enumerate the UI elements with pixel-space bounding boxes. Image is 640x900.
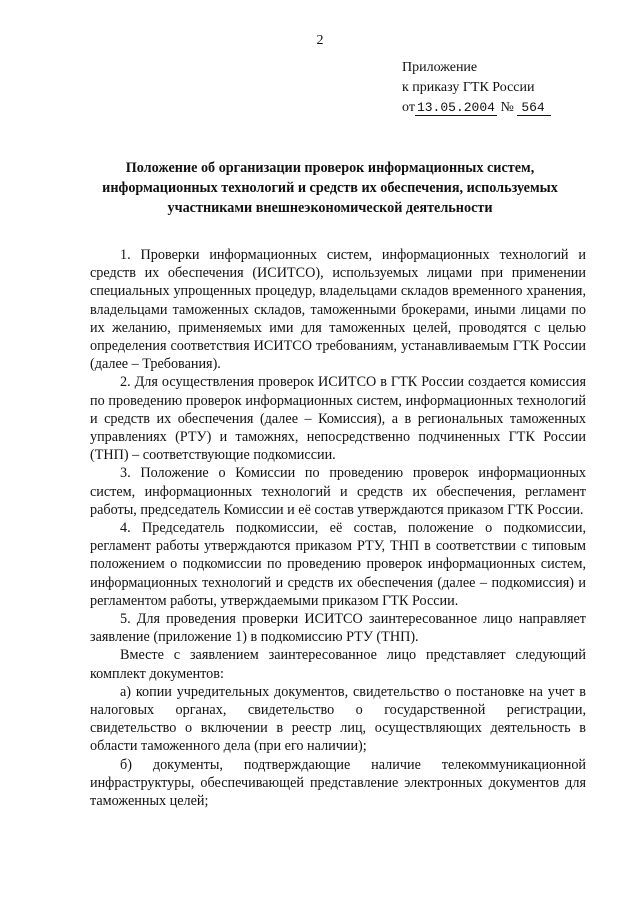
paragraph-1: 1. Проверки информационных систем, информационных технологий и средств их обеспечения (ИСИТСО), используемых лицами при применении специальных упрощенных процедур, владельцами складов временного хранения, владельцами таможенных складов, таможенными брокерами, иными лицами по их желанию, применяемых ими для таможенных целей, проводятся с целью определения соответствия ИСИТСО требованиям, устанавливаемым ГТК России (далее – Требования). bbox=[90, 247, 586, 373]
title-line-1: Положение об организации проверок информационных систем, bbox=[125, 160, 535, 176]
paragraph-2: 2. Для осуществления проверок ИСИТСО в ГТК России создается комиссия по проведению проверок информационных систем, информационных технологий и средств их обеспечения (далее – Комиссия), а в региональных таможенных управлениях (РТУ) и таможнях, непосредственно подчиненных ГТК России (ТНП) – соответствующие подкомиссии. bbox=[90, 374, 586, 464]
paragraph-4: 4. Председатель подкомиссии, её состав, положение о подкомиссии, регламент работы утверждаются приказом РТУ, ТНП в соответствии с типовым положением о подкомиссии по проведению проверок информационных систем, информационных технологий и средств их обеспечения (далее – подкомиссия) и регламентом работы, утверждаемыми приказом ГТК России. bbox=[90, 520, 586, 609]
date-prefix: от bbox=[402, 100, 415, 115]
number-label: № bbox=[500, 100, 514, 115]
appendix-block bbox=[402, 58, 551, 118]
number-value: 564 bbox=[517, 100, 550, 116]
appendix-order-ref: к приказу ГТК России bbox=[402, 80, 535, 95]
date-value: 13.05.2004 bbox=[416, 100, 495, 115]
document-body bbox=[90, 246, 586, 810]
paragraph-documents-intro: Вместе с заявлением заинтересованное лицо представляет следующий комплект документов: bbox=[90, 647, 586, 682]
paragraph-item-a: а) копии учредительных документов, свидетельство о постановке на учет в налоговых органах, свидетельство о государственной регистрации, свидетельство о включении в реестр лиц, осуществляющих деятельность в области таможенного дела (при его наличии); bbox=[90, 683, 586, 755]
title-line-3: участниками внешнеэкономической деятельности bbox=[167, 200, 493, 216]
paragraph-item-b: б) документы, подтверждающие наличие телекоммуникационной инфраструктуры, обеспечивающей представление электронных документов для таможенных целей; bbox=[90, 756, 586, 810]
document-title bbox=[90, 158, 570, 218]
paragraph-3: 3. Положение о Комиссии по проведению проверок информационных систем, информационных технологий и средств их обеспечения, регламент работы, председатель Комиссии и её состав утверждаются приказом ГТК России. bbox=[90, 465, 586, 518]
appendix-title: Приложение bbox=[402, 60, 478, 75]
appendix-date-line bbox=[402, 98, 551, 118]
paragraph-5: 5. Для проведения проверки ИСИТСО заинтересованное лицо направляет заявление (приложение 1) в подкомиссию РТУ (ТНП). bbox=[90, 611, 586, 646]
title-line-2: информационных технологий и средств их обеспечения, используемых bbox=[102, 180, 558, 196]
page-number: 2 bbox=[316, 33, 324, 48]
